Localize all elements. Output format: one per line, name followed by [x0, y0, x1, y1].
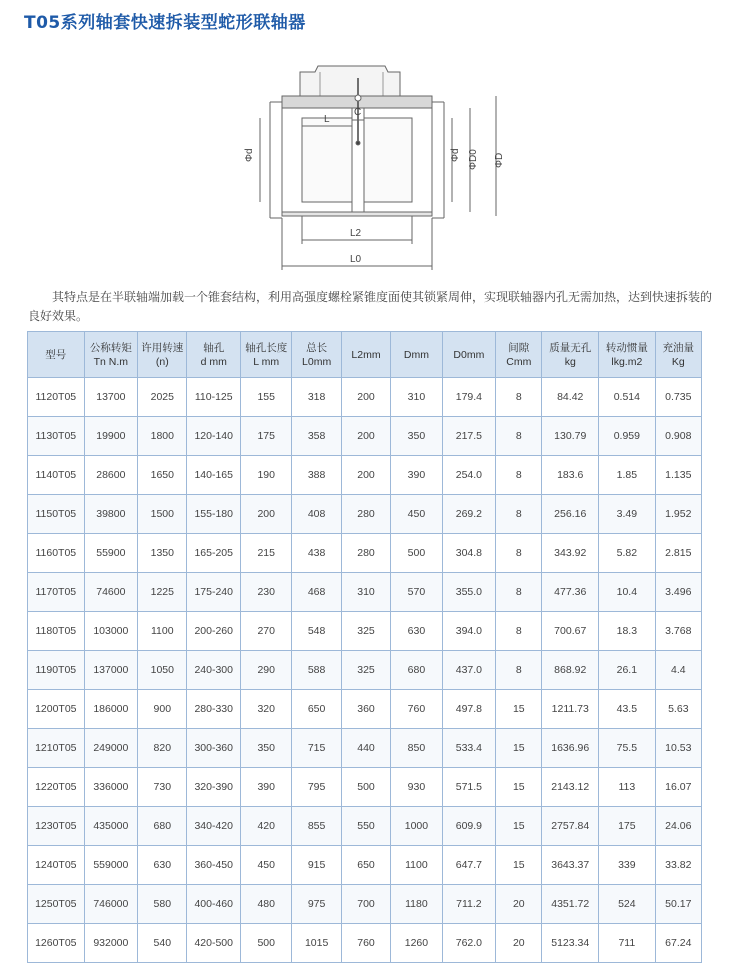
column-header [655, 332, 701, 378]
table-cell: 746000 [84, 885, 138, 924]
table-cell: 680 [391, 651, 442, 690]
table-cell: 19900 [84, 417, 138, 456]
table-cell: 55900 [84, 534, 138, 573]
table-row [28, 729, 702, 768]
table-cell: 84.42 [542, 378, 599, 417]
table-cell: 477.36 [542, 573, 599, 612]
table-cell: 13700 [84, 378, 138, 417]
table-cell: 360 [341, 690, 390, 729]
table-cell: 1220T05 [28, 768, 85, 807]
table-cell: 3.49 [599, 495, 656, 534]
column-header-line: 公称转矩 [89, 341, 132, 354]
table-cell: 290 [240, 651, 291, 690]
page-title: T05系列轴套快速拆装型蛇形联轴器 [24, 13, 306, 33]
table-cell: 548 [292, 612, 341, 651]
column-header-line: kg [564, 355, 576, 368]
table-cell: 320-390 [187, 768, 241, 807]
column-header-line: Tn N.m [93, 355, 129, 368]
column-header-line: Kg [671, 355, 685, 368]
column-header [542, 332, 599, 378]
table-cell: 500 [391, 534, 442, 573]
table-body [28, 378, 702, 963]
table-cell: 4.4 [655, 651, 701, 690]
table-row [28, 768, 702, 807]
table-cell: 175 [599, 807, 656, 846]
table-cell: 113 [599, 768, 656, 807]
column-header [442, 332, 496, 378]
table-row [28, 456, 702, 495]
table-cell: 240-300 [187, 651, 241, 690]
column-header [187, 332, 241, 378]
table-cell: 760 [341, 924, 390, 963]
column-header [496, 332, 542, 378]
table-cell: 16.07 [655, 768, 701, 807]
table-row [28, 417, 702, 456]
table-cell: 1160T05 [28, 534, 85, 573]
table-cell: 343.92 [542, 534, 599, 573]
table-cell: 408 [292, 495, 341, 534]
table-cell: 200 [341, 378, 390, 417]
table-row [28, 690, 702, 729]
column-header [599, 332, 656, 378]
column-header-line: 质量无孔 [549, 341, 592, 354]
column-header [28, 332, 85, 378]
table-cell: 1210T05 [28, 729, 85, 768]
table-cell: 915 [292, 846, 341, 885]
table-cell: 1140T05 [28, 456, 85, 495]
table-cell: 390 [391, 456, 442, 495]
table-cell: 1190T05 [28, 651, 85, 690]
description-text: 其特点是在半联轴端加载一个锥套结构，利用高强度螺栓紧锥度面使其锁紧周伸，实现联轴器内孔无需加热，达到快速拆装的良好效果。 [28, 290, 713, 323]
description [28, 288, 718, 326]
table-cell: 1.85 [599, 456, 656, 495]
table-cell: 20 [496, 924, 542, 963]
table-cell: 0.908 [655, 417, 701, 456]
table-cell: 1.952 [655, 495, 701, 534]
column-header-line: 轴孔长度 [245, 341, 288, 354]
table-cell: 570 [391, 573, 442, 612]
table-cell: 533.4 [442, 729, 496, 768]
table-cell: 700.67 [542, 612, 599, 651]
table-cell: 390 [240, 768, 291, 807]
table-cell: 175 [240, 417, 291, 456]
table-cell: 280 [341, 495, 390, 534]
coupling-drawing [200, 58, 530, 273]
table-cell: 300-360 [187, 729, 241, 768]
column-header [138, 332, 187, 378]
table-cell: 440 [341, 729, 390, 768]
column-header-line: 型号 [45, 348, 67, 361]
table-cell: 1230T05 [28, 807, 85, 846]
table-cell: 1260 [391, 924, 442, 963]
table-cell: 20 [496, 885, 542, 924]
table-cell: 1350 [138, 534, 187, 573]
table-cell: 74600 [84, 573, 138, 612]
column-header-line: L2mm [351, 348, 381, 361]
table-cell: 230 [240, 573, 291, 612]
table-cell: 5.82 [599, 534, 656, 573]
table-cell: 680 [138, 807, 187, 846]
table-cell: 559000 [84, 846, 138, 885]
label-phi-d-left: Φd [244, 148, 255, 162]
table-cell: 350 [391, 417, 442, 456]
column-header-line: L0mm [302, 355, 332, 368]
table-cell: 647.7 [442, 846, 496, 885]
table-cell: 438 [292, 534, 341, 573]
table-row [28, 807, 702, 846]
table-cell: 140-165 [187, 456, 241, 495]
table-cell: 435000 [84, 807, 138, 846]
column-header [292, 332, 341, 378]
column-header-line: L mm [253, 355, 280, 368]
table-cell: 43.5 [599, 690, 656, 729]
table-row [28, 846, 702, 885]
table-cell: 1200T05 [28, 690, 85, 729]
table-cell: 280 [341, 534, 390, 573]
table-cell: 318 [292, 378, 341, 417]
table-cell: 400-460 [187, 885, 241, 924]
table-cell: 650 [341, 846, 390, 885]
table-cell: 340-420 [187, 807, 241, 846]
table-cell: 468 [292, 573, 341, 612]
table-cell: 795 [292, 768, 341, 807]
table-cell: 179.4 [442, 378, 496, 417]
table-cell: 249000 [84, 729, 138, 768]
table-cell: 1050 [138, 651, 187, 690]
table-cell: 217.5 [442, 417, 496, 456]
table-cell: 1211.73 [542, 690, 599, 729]
table-cell: 540 [138, 924, 187, 963]
table-cell: 10.53 [655, 729, 701, 768]
label-phi-D: ΦD [494, 152, 505, 168]
table-cell: 200 [341, 456, 390, 495]
table-cell: 67.24 [655, 924, 701, 963]
table-cell: 0.514 [599, 378, 656, 417]
table-cell: 1500 [138, 495, 187, 534]
table-cell: 2143.12 [542, 768, 599, 807]
table-cell: 8 [496, 612, 542, 651]
table-cell: 3.496 [655, 573, 701, 612]
table-cell: 137000 [84, 651, 138, 690]
table-cell: 3643.37 [542, 846, 599, 885]
table-cell: 190 [240, 456, 291, 495]
table-cell: 130.79 [542, 417, 599, 456]
table-row [28, 495, 702, 534]
table-cell: 8 [496, 534, 542, 573]
table-cell: 730 [138, 768, 187, 807]
table-cell: 350 [240, 729, 291, 768]
table-cell: 650 [292, 690, 341, 729]
table-cell: 0.735 [655, 378, 701, 417]
table-row [28, 651, 702, 690]
table-cell: 15 [496, 846, 542, 885]
table-cell: 609.9 [442, 807, 496, 846]
table-cell: 339 [599, 846, 656, 885]
column-header-line: Dmm [403, 348, 429, 361]
table-cell: 2.815 [655, 534, 701, 573]
table-cell: 256.16 [542, 495, 599, 534]
table-cell: 975 [292, 885, 341, 924]
table-cell: 930 [391, 768, 442, 807]
table-cell: 320 [240, 690, 291, 729]
table-cell: 497.8 [442, 690, 496, 729]
table-cell: 254.0 [442, 456, 496, 495]
column-header-line: Cmm [506, 355, 532, 368]
table-cell: 175-240 [187, 573, 241, 612]
table-cell: 358 [292, 417, 341, 456]
table-cell: 1130T05 [28, 417, 85, 456]
table-cell: 183.6 [542, 456, 599, 495]
table-cell: 3.768 [655, 612, 701, 651]
column-header-line: 轴孔 [203, 341, 225, 354]
table-cell: 165-205 [187, 534, 241, 573]
column-header [84, 332, 138, 378]
table-cell: 1800 [138, 417, 187, 456]
table-cell: 8 [496, 495, 542, 534]
column-header [341, 332, 390, 378]
label-L: L [324, 114, 330, 125]
table-cell: 39800 [84, 495, 138, 534]
table-cell: 762.0 [442, 924, 496, 963]
column-header-line: (n) [155, 355, 169, 368]
table-cell: 630 [138, 846, 187, 885]
table-row [28, 612, 702, 651]
table-cell: 630 [391, 612, 442, 651]
column-header [391, 332, 442, 378]
table-cell: 855 [292, 807, 341, 846]
table-cell: 1180 [391, 885, 442, 924]
table-cell: 50.17 [655, 885, 701, 924]
table-cell: 280-330 [187, 690, 241, 729]
table-cell: 1180T05 [28, 612, 85, 651]
table-cell: 28600 [84, 456, 138, 495]
column-header-line: 转动惯量 [605, 341, 648, 354]
column-header-line: 间隙 [508, 341, 530, 354]
table-cell: 200 [341, 417, 390, 456]
table-cell: 355.0 [442, 573, 496, 612]
table-cell: 15 [496, 729, 542, 768]
table-cell: 310 [391, 378, 442, 417]
table-cell: 4351.72 [542, 885, 599, 924]
table-cell: 588 [292, 651, 341, 690]
table-cell: 700 [341, 885, 390, 924]
table-cell: 1150T05 [28, 495, 85, 534]
table-cell: 437.0 [442, 651, 496, 690]
table-cell: 155-180 [187, 495, 241, 534]
column-header-line: lkg.m2 [611, 355, 643, 368]
label-L0: L0 [350, 254, 362, 265]
table-cell: 1120T05 [28, 378, 85, 417]
label-C: C [354, 107, 362, 118]
table-cell: 394.0 [442, 612, 496, 651]
table-cell: 8 [496, 456, 542, 495]
table-cell: 571.5 [442, 768, 496, 807]
table-cell: 18.3 [599, 612, 656, 651]
table-cell: 8 [496, 651, 542, 690]
table-cell: 215 [240, 534, 291, 573]
table-cell: 5.63 [655, 690, 701, 729]
label-phi-d-right: Φd [450, 148, 461, 162]
table-cell: 820 [138, 729, 187, 768]
table-cell: 1260T05 [28, 924, 85, 963]
table-cell: 1170T05 [28, 573, 85, 612]
table-cell: 360-450 [187, 846, 241, 885]
table-row [28, 885, 702, 924]
table-cell: 2025 [138, 378, 187, 417]
table-cell: 580 [138, 885, 187, 924]
table-cell: 1100 [138, 612, 187, 651]
table-cell: 524 [599, 885, 656, 924]
table-cell: 550 [341, 807, 390, 846]
table-header-row [28, 332, 702, 378]
table-cell: 200-260 [187, 612, 241, 651]
table-cell: 15 [496, 690, 542, 729]
table-cell: 5123.34 [542, 924, 599, 963]
table-cell: 420 [240, 807, 291, 846]
table-cell: 8 [496, 573, 542, 612]
table-cell: 760 [391, 690, 442, 729]
table-cell: 270 [240, 612, 291, 651]
table-cell: 850 [391, 729, 442, 768]
table-cell: 711 [599, 924, 656, 963]
table-cell: 15 [496, 807, 542, 846]
table-cell: 15 [496, 768, 542, 807]
table-cell: 325 [341, 651, 390, 690]
column-header-line: 充油量 [662, 341, 695, 354]
table-cell: 24.06 [655, 807, 701, 846]
table-cell: 200 [240, 495, 291, 534]
table-cell: 269.2 [442, 495, 496, 534]
table-cell: 1240T05 [28, 846, 85, 885]
table-cell: 715 [292, 729, 341, 768]
column-header-line: 总长 [306, 341, 328, 354]
table-cell: 325 [341, 612, 390, 651]
table-cell: 420-500 [187, 924, 241, 963]
table-cell: 450 [240, 846, 291, 885]
table-cell: 1100 [391, 846, 442, 885]
table-cell: 1225 [138, 573, 187, 612]
table-cell: 10.4 [599, 573, 656, 612]
column-header [240, 332, 291, 378]
table-cell: 33.82 [655, 846, 701, 885]
table-cell: 310 [341, 573, 390, 612]
table-cell: 8 [496, 378, 542, 417]
spec-table [27, 331, 702, 963]
table-cell: 711.2 [442, 885, 496, 924]
table-cell: 75.5 [599, 729, 656, 768]
table-cell: 0.959 [599, 417, 656, 456]
label-L2: L2 [350, 228, 362, 239]
column-header-line: D0mm [453, 348, 485, 361]
table-cell: 2757.84 [542, 807, 599, 846]
table-cell: 103000 [84, 612, 138, 651]
table-cell: 1650 [138, 456, 187, 495]
table-cell: 932000 [84, 924, 138, 963]
table-cell: 155 [240, 378, 291, 417]
column-header-line: d mm [200, 355, 227, 368]
table-cell: 304.8 [442, 534, 496, 573]
table-row [28, 924, 702, 963]
table-cell: 120-140 [187, 417, 241, 456]
table-cell: 388 [292, 456, 341, 495]
table-cell: 336000 [84, 768, 138, 807]
table-cell: 8 [496, 417, 542, 456]
table-cell: 500 [341, 768, 390, 807]
table-cell: 480 [240, 885, 291, 924]
table-row [28, 573, 702, 612]
table-cell: 1000 [391, 807, 442, 846]
table-row [28, 534, 702, 573]
table-cell: 868.92 [542, 651, 599, 690]
table-cell: 1250T05 [28, 885, 85, 924]
table-cell: 1015 [292, 924, 341, 963]
table-cell: 1.135 [655, 456, 701, 495]
table-cell: 900 [138, 690, 187, 729]
table-cell: 500 [240, 924, 291, 963]
table-cell: 26.1 [599, 651, 656, 690]
table-cell: 1636.96 [542, 729, 599, 768]
label-phi-d0: ΦD0 [468, 149, 479, 170]
table-row [28, 378, 702, 417]
column-header-line: 许用转速 [141, 341, 184, 354]
table-cell: 110-125 [187, 378, 241, 417]
table-cell: 450 [391, 495, 442, 534]
table-cell: 186000 [84, 690, 138, 729]
